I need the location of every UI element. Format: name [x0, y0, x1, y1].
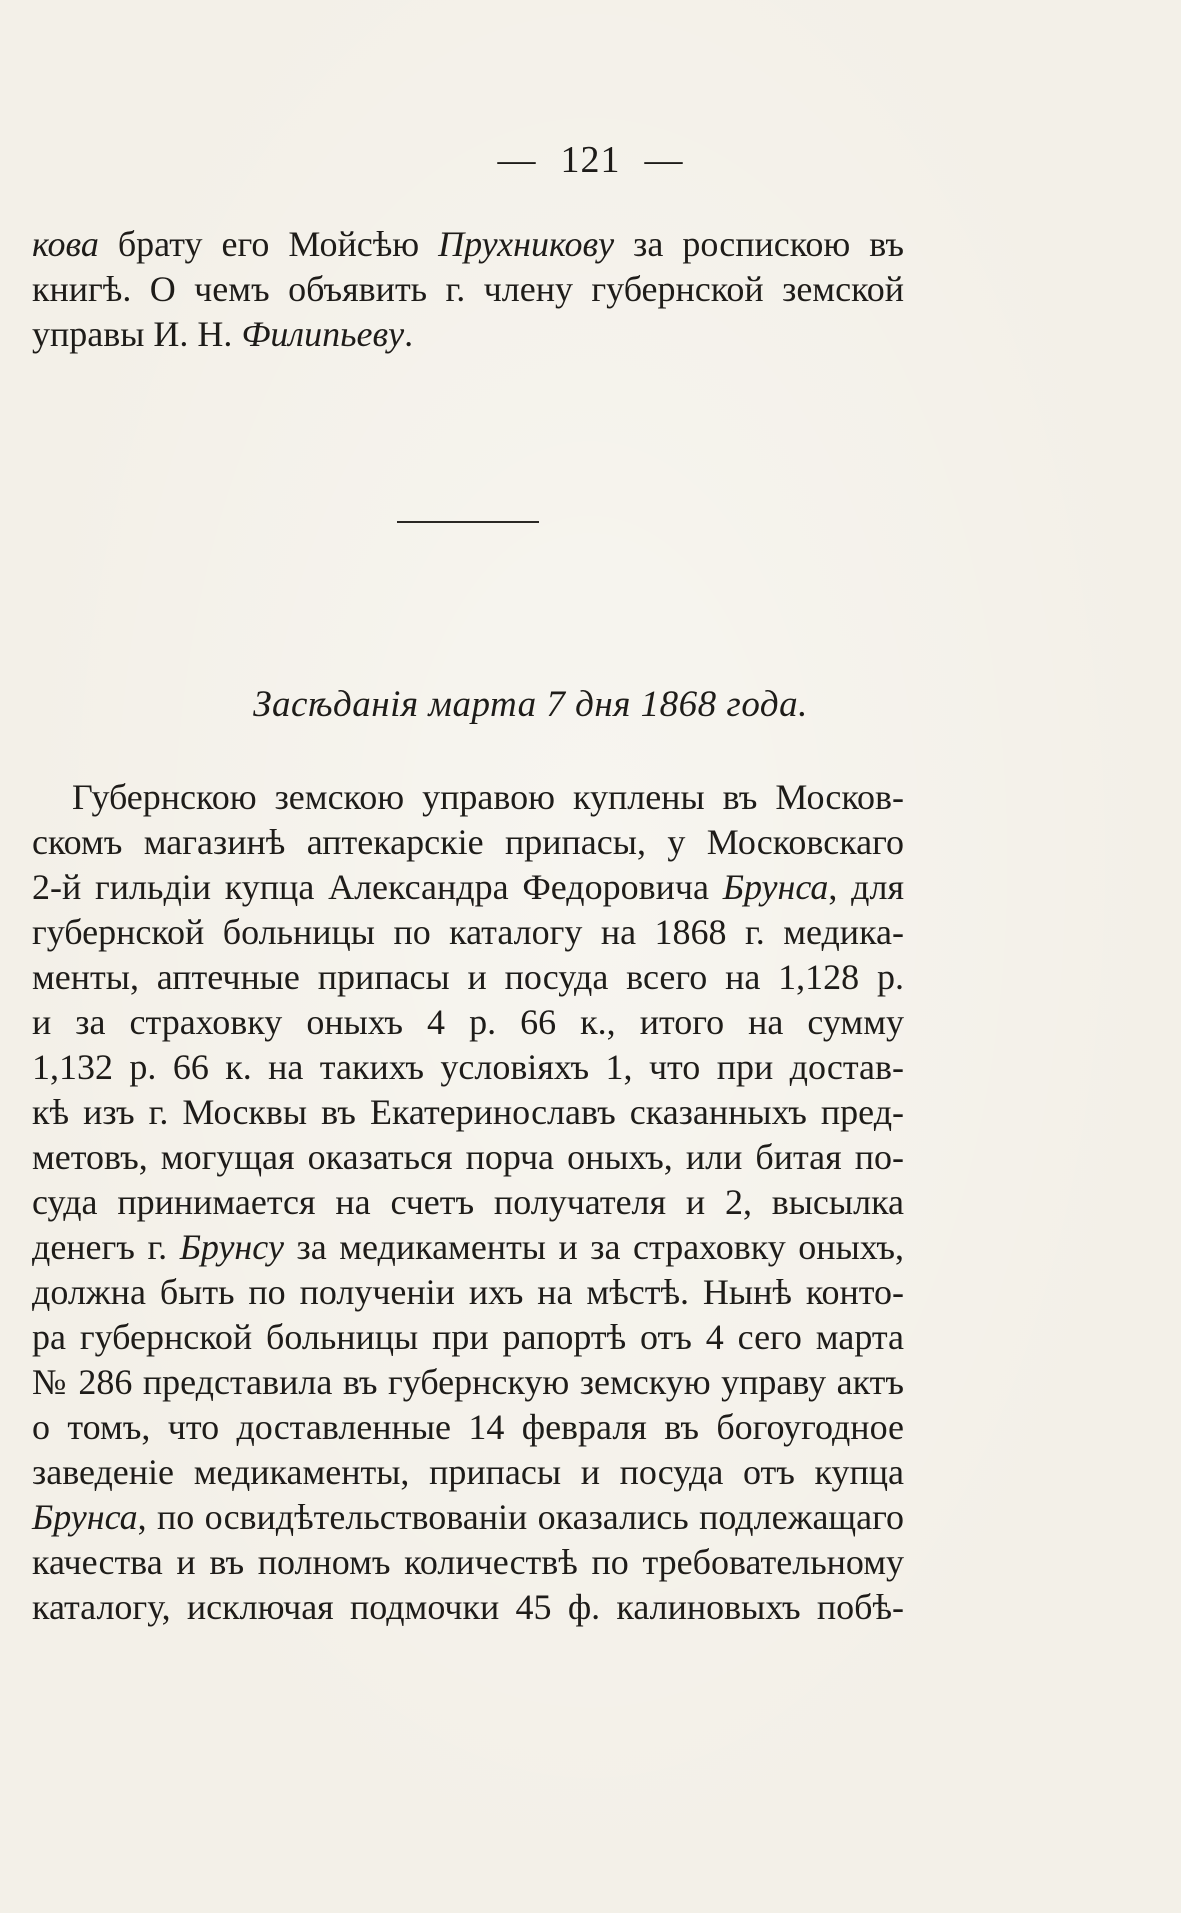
section-divider: [397, 521, 539, 523]
page-number-value: 121: [560, 139, 621, 181]
text-line: [32, 1225, 904, 1270]
text-line: заведеніе медикаменты, припасы и посуда отъ купца: [32, 1452, 904, 1492]
italic-name: Брунса: [32, 1497, 138, 1537]
text-line: [32, 312, 904, 357]
text-line: губернской больницы по каталогу на 1868 г. медика-: [32, 912, 904, 952]
text-line: [32, 222, 904, 267]
text-span: 2-й гильдіи купца Александра Федоровича: [32, 867, 723, 907]
continued-paragraph: [32, 222, 904, 357]
text-line: менты, аптечные припасы и посуда всего на 1,128 р.: [32, 957, 904, 997]
text-line: о томъ, что доставленные 14 февраля въ богоугодное: [32, 1407, 904, 1447]
text-line: качества и въ полномъ количествѣ по требовательному: [32, 1542, 904, 1582]
text-line: должна быть по полученіи ихъ на мѣстѣ. Нынѣ конто-: [32, 1272, 904, 1312]
text-span: за медикаменты и за страховку оныхъ,: [284, 1227, 904, 1267]
page-number-dash-right: —: [644, 139, 684, 181]
text-line: 1,132 р. 66 к. на такихъ условіяхъ 1, что при достав-: [32, 1047, 904, 1087]
text-line: скомъ магазинѣ аптекарскіе припасы, у Московскаго: [32, 822, 904, 862]
text-span: , по освидѣтельствованіи оказались подлежащаго: [137, 1497, 904, 1537]
text-line: № 286 представила въ губернскую земскую управу актъ: [32, 1362, 904, 1402]
text-span: управы И. Н.: [32, 314, 242, 354]
text-line: метовъ, могущая оказаться порча оныхъ, или битая по-: [32, 1137, 904, 1177]
text-span: денегъ г.: [32, 1227, 180, 1267]
text-line: ра губернской больницы при рапортѣ отъ 4 сего марта: [32, 1317, 904, 1357]
page-number: [0, 138, 1181, 182]
italic-name: Прухникову: [438, 224, 615, 264]
text-span: , для: [828, 867, 905, 907]
text-line: книгѣ. О чемъ объявить г. члену губернской земской: [32, 269, 904, 309]
text-line: [32, 1495, 904, 1540]
italic-word: кова: [32, 224, 99, 264]
text-line: и за страховку оныхъ 4 р. 66 к., итого на сумму: [32, 1002, 904, 1042]
main-paragraph: [32, 775, 904, 1630]
section-heading: Засѣданія марта 7 дня 1868 года.: [253, 684, 808, 725]
italic-name: Филипьеву: [241, 314, 405, 354]
text-line: Губернскою земскою управою куплены въ Москов-: [72, 777, 904, 817]
text-span: брату его Мойсѣю: [98, 224, 439, 264]
italic-name: Брунса: [722, 867, 829, 907]
text-line: суда принимается на счетъ получателя и 2, высылка: [32, 1182, 904, 1222]
page-number-dash-left: —: [497, 139, 537, 181]
text-line: [32, 865, 904, 910]
text-span: за роспискою въ: [614, 224, 904, 264]
text-span: .: [404, 314, 414, 354]
italic-name: Брунсу: [179, 1227, 284, 1267]
text-line: кѣ изъ г. Москвы въ Екатеринославъ сказанныхъ пред-: [32, 1092, 904, 1132]
text-line: каталогу, исключая подмочки 45 ф. калиновыхъ побѣ-: [32, 1587, 904, 1627]
